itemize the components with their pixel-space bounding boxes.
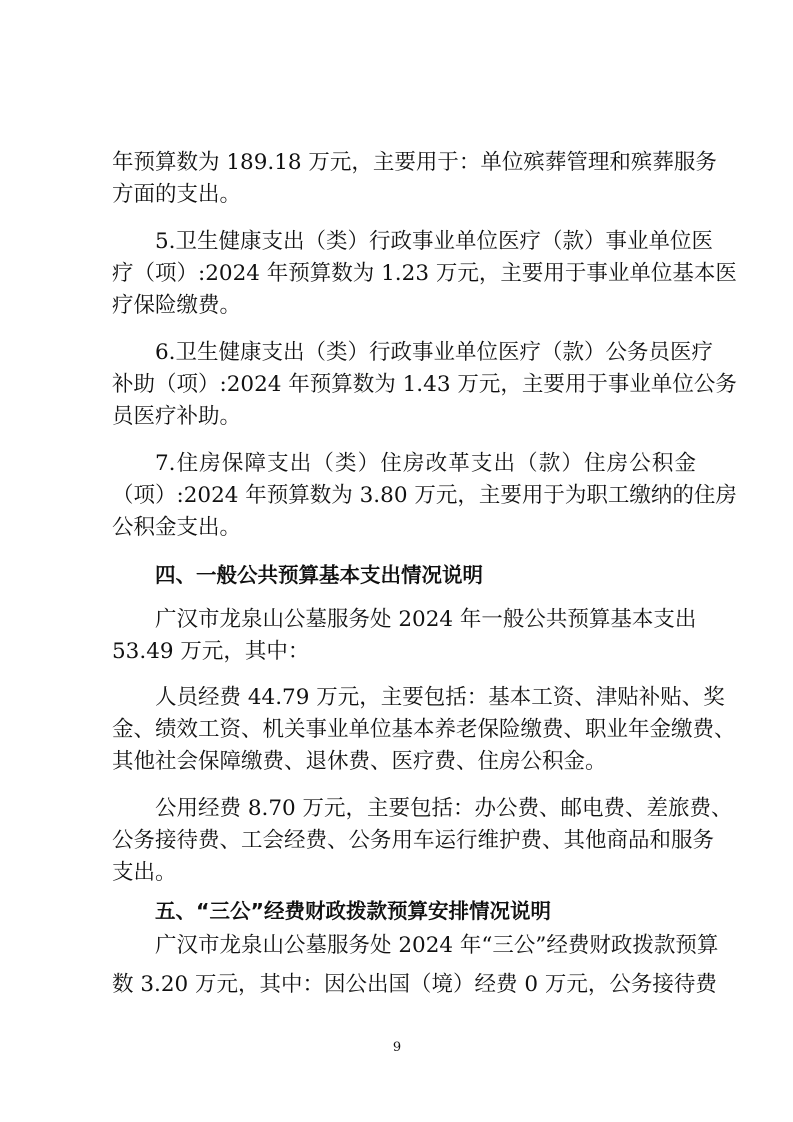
paragraph-line: 员医疗补助。 <box>112 404 242 429</box>
section-heading: 四、一般公共预算基本支出情况说明 <box>155 563 483 587</box>
paragraph-line: 公积金支出。 <box>112 515 242 540</box>
paragraph-line: 广汉市龙泉山公墓服务处 2024 年一般公共预算基本支出 <box>155 607 697 632</box>
paragraph-line: 5.卫生健康支出（类）行政事业单位医疗（款）事业单位医 <box>155 229 714 254</box>
paragraph-line: 数 3.20 万元，其中：因公出国（境）经费 0 万元，公务接待费 <box>112 972 717 997</box>
paragraph-line: 53.49 万元，其中： <box>112 639 310 664</box>
paragraph-line: 公务接待费、工会经费、公务用车运行维护费、其他商品和服务 <box>112 828 715 853</box>
paragraph-line: 方面的支出。 <box>112 182 242 207</box>
paragraph-line: （项）:2024 年预算数为 3.80 万元，主要用于为职工缴纳的住房 <box>112 483 737 508</box>
page-number: 9 <box>392 1040 402 1055</box>
paragraph-line: 人员经费 44.79 万元，主要包括：基本工资、津贴补贴、奖 <box>155 685 725 710</box>
paragraph-line: 疗（项）:2024 年预算数为 1.23 万元，主要用于事业单位基本医 <box>112 261 737 286</box>
paragraph-line: 其他社会保障缴费、退休费、医疗费、住房公积金。 <box>112 749 607 774</box>
paragraph-line: 广汉市龙泉山公墓服务处 2024 年“三公”经费财政拨款预算 <box>155 933 719 958</box>
paragraph-line: 疗保险缴费。 <box>112 293 242 318</box>
paragraph-line: 支出。 <box>112 860 177 885</box>
paragraph-line: 6.卫生健康支出（类）行政事业单位医疗（款）公务员医疗 <box>155 340 714 365</box>
paragraph-line: 补助（项）:2024 年预算数为 1.43 万元，主要用于事业单位公务 <box>112 372 737 397</box>
paragraph-line: 7.住房保障支出（类）住房改革支出（款）住房公积金 <box>155 451 696 476</box>
paragraph-line: 年预算数为 189.18 万元，主要用于：单位殡葬管理和殡葬服务 <box>112 150 717 175</box>
paragraph-line: 公用经费 8.70 万元，主要包括：办公费、邮电费、差旅费、 <box>155 796 733 821</box>
section-heading: 五、“三公”经费财政拨款预算安排情况说明 <box>155 899 551 923</box>
paragraph-line: 金、绩效工资、机关事业单位基本养老保险缴费、职业年金缴费、 <box>112 717 736 742</box>
